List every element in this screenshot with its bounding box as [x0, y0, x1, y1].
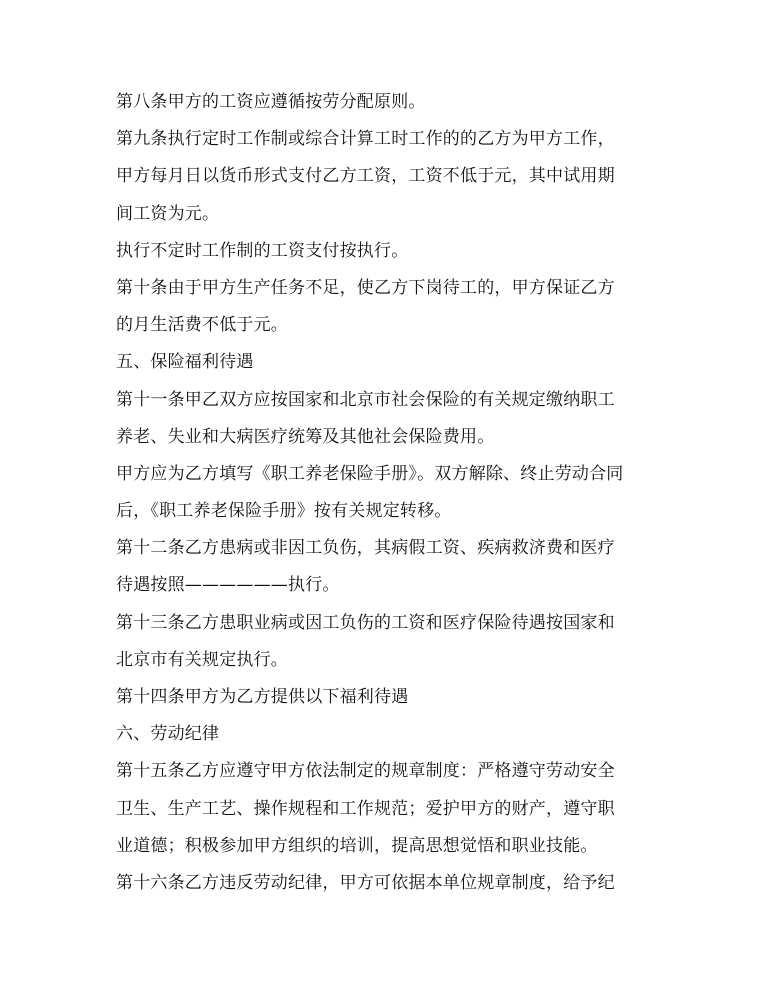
text-line: 第十二条乙方患病或非因工负伤，其病假工资、疾病救济费和医疗	[116, 538, 615, 559]
text-line: 第十五条乙方应遵守甲方依法制定的规章制度：严格遵守劳动安全	[116, 761, 615, 782]
text-line: 养老、失业和大病医疗统筹及其他社会保险费用。	[116, 426, 495, 447]
text-line: 第九条执行定时工作制或综合计算工时工作的的乙方为甲方工作，	[116, 129, 615, 150]
text-line: 待遇按照——————执行。	[116, 575, 340, 596]
text-line: 后，《职工养老保险手册》按有关规定转移。	[116, 501, 452, 522]
text-line: 卫生、生产工艺、操作规程和工作规范；爱护甲方的财产，遵守职	[116, 798, 615, 819]
text-line: 第十一条甲乙双方应按国家和北京市社会保险的有关规定缴纳职工	[116, 389, 615, 410]
text-line: 业道德；积极参加甲方组织的培训，提高思想觉悟和职业技能。	[116, 835, 598, 856]
text-line: 第十四条甲方为乙方提供以下福利待遇	[116, 687, 409, 707]
section-heading: 六、劳动纪律	[116, 724, 220, 745]
text-line: 第十三条乙方患职业病或因工负伤的工资和医疗保险待遇按国家和	[116, 612, 615, 633]
section-heading: 五、保险福利待遇	[116, 352, 254, 373]
text-line: 第十条由于甲方生产任务不足，使乙方下岗待工的，甲方保证乙方	[116, 277, 615, 298]
text-line: 甲方应为乙方填写《职工养老保险手册》。双方解除、终止劳动合同	[116, 463, 624, 484]
text-line: 的月生活费不低于元。	[116, 315, 288, 336]
document-body	[116, 84, 661, 902]
text-line: 甲方每月日以货币形式支付乙方工资，工资不低于元，其中试用期	[116, 166, 615, 187]
text-line: 第八条甲方的工资应遵循按劳分配原则。	[116, 92, 426, 112]
text-line: 间工资为元。	[116, 203, 220, 224]
text-line: 北京市有关规定执行。	[116, 649, 288, 670]
text-line: 第十六条乙方违反劳动纪律，甲方可依据本单位规章制度，给予纪	[116, 872, 615, 893]
text-line: 执行不定时工作制的工资支付按执行。	[116, 240, 409, 261]
